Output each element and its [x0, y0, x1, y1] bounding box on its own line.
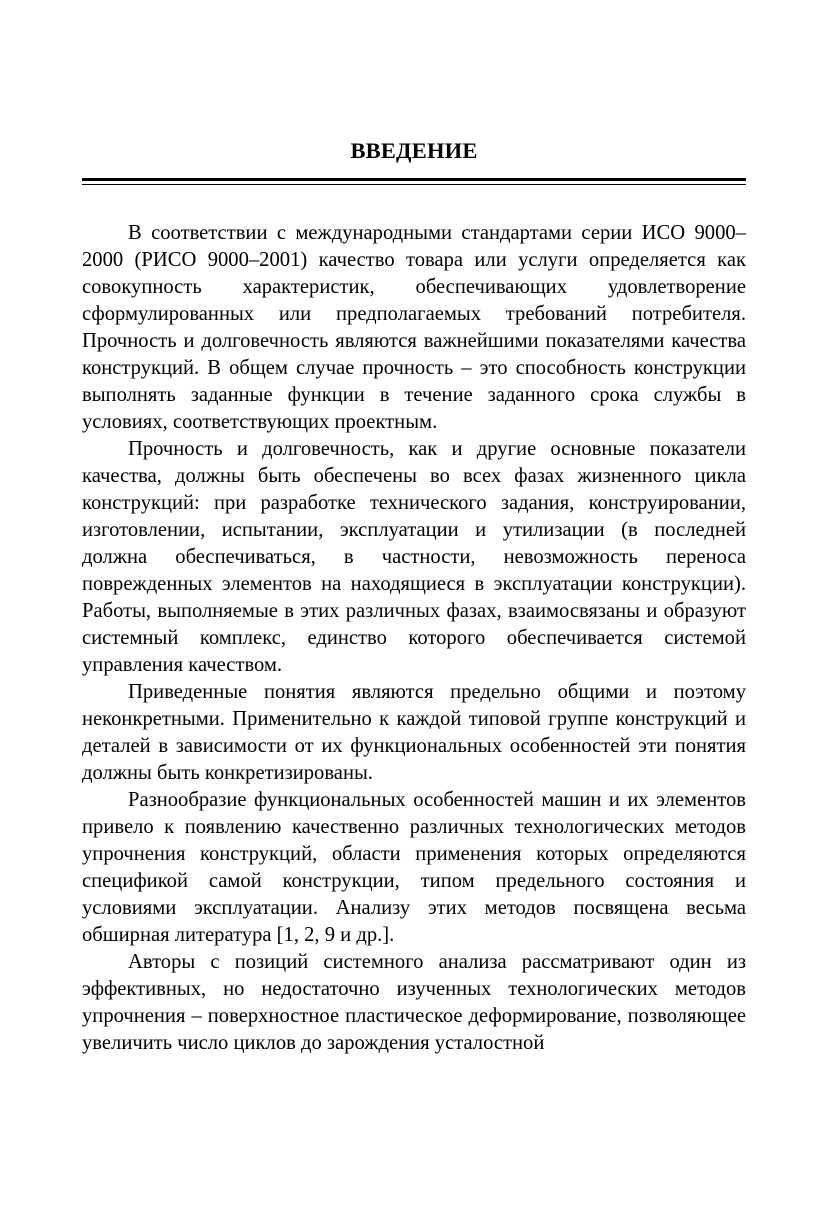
title-rule-thick	[82, 178, 746, 181]
document-page	[82, 128, 746, 1057]
paragraph-1: В соответствии с международными стандартами серии ИСО 9000–2000 (РИСО 9000–2001) качество товара или услуги определяется как совокупность характеристик, обеспечивающих удовлетворение сформулированных или предполагаемых требований потребителя. Прочность и долговечность являются важнейшими показателями качества конструкций. В общем случае прочность – это способность конструкции выполнять заданные функции в течение заданного срока службы в условиях, соответствующих проектным.	[82, 222, 746, 433]
paragraph-2: Прочность и долговечность, как и другие основные показатели качества, должны быть обеспечены во всех фазах жизненного цикла конструкций: при разработке технического задания, конструировании, изготовлении, испытании, эксплуатации и утилизации (в последней должна обеспечиваться, в частности, невозможность переноса поврежденных элементов на находящиеся в эксплуатации конструкции). Работы, выполняемые в этих различных фазах, взаимосвязаны и образуют системный комплекс, единство которого обеспечивается системой управления качеством.	[82, 438, 746, 676]
paragraph-3: Приведенные понятия являются предельно общими и поэтому неконкретными. Применительно к каждой типовой группе конструкций и деталей в зависимости от их функциональных особенностей эти понятия должны быть конкретизированы.	[82, 681, 746, 784]
page-title: ВВЕДЕНИЕ	[350, 138, 478, 163]
body-text	[82, 220, 746, 1057]
paragraph-5: Авторы с позиций системного анализа рассматривают один из эффективных, но недостаточно изученных технологических методов упрочнения – поверхностное пластическое деформирование, позволяющее увеличить число циклов до зарождения усталостной	[82, 951, 746, 1054]
paragraph-4: Разнообразие функциональных особенностей машин и их элементов привело к появлению качественно различных технологических методов упрочнения конструкций, области применения которых определяются спецификой самой конструкции, типом предельного состояния и условиями эксплуатации. Анализу этих методов посвящена весьма обширная литература [1, 2, 9 и др.].	[82, 789, 746, 946]
title-rule-thin	[82, 184, 746, 185]
